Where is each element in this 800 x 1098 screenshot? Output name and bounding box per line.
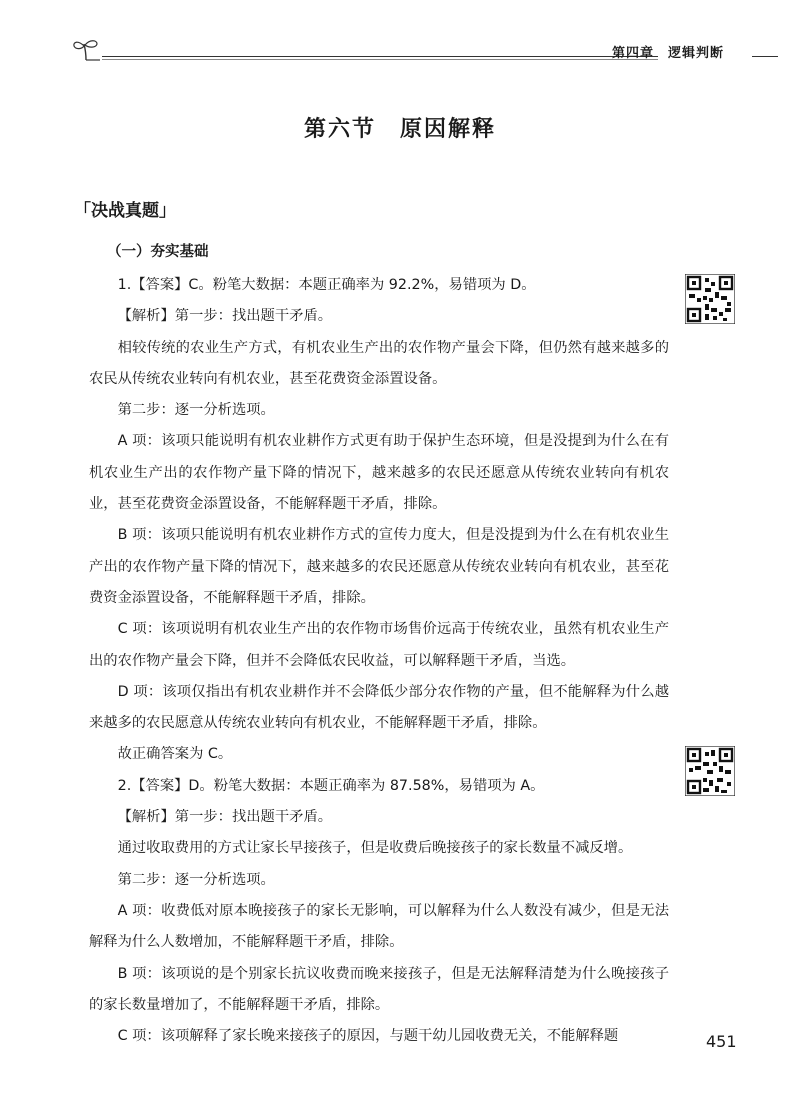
qr-code-icon [685, 746, 735, 796]
header-rule-thin [102, 59, 658, 60]
analysis-2-step-1: 【解析】第一步：找出题干矛盾。 [117, 809, 333, 826]
header-tail-rule [752, 56, 778, 57]
answer-2: 2.【答案】D。粉笔大数据：本题正确率为 87.58%，易错项为 A。 [117, 777, 545, 794]
analysis-2-step-2: 第二步：逐一分析选项。 [117, 871, 275, 888]
running-header [72, 34, 778, 66]
contradiction-2: 通过收取费用的方式让家长早接孩子，但是收费后晚接孩子的家长数量不减反增。 [117, 840, 633, 857]
analysis-1-step-2: 第二步：逐一分析选项。 [117, 402, 275, 419]
subheading: （一）夯实基础 [107, 244, 209, 260]
option-2-c: C 项：该项解释了家长晚来接孩子的原因，与题干幼儿园收费无关，不能解释题 [117, 1028, 619, 1045]
page-number: 451 [706, 1032, 737, 1051]
contradiction-1: 相较传统的农业生产方式，有机农业生产出的农作物产量会下降，但仍然有越来越多的农民从传统农业转向有机农业，甚至花费资金添置设备。 [89, 339, 669, 387]
option-1-b: B 项：该项只能说明有机农业耕作方式的宣传力度大，但是没提到为什么在有机农业生产出的农作物产量下降的情况下，越来越多的农民还愿意从传统农业转向有机农业，甚至花费资金添置设备，不能解释题干矛盾，排除。 [89, 527, 669, 606]
banner-heading: 「决战真题」 [74, 201, 176, 221]
option-2-a: A 项：收费低对原本晚接孩子的家长无影响，可以解释为什么人数没有减少，但是无法解释为什么人数增加，不能解释题干矛盾，排除。 [89, 902, 669, 951]
section-title: 第六节 原因解释 [303, 117, 496, 142]
analysis-1-step-1: 【解析】第一步：找出题干矛盾。 [117, 308, 333, 325]
option-1-a: A 项：该项只能说明有机农业耕作方式更有助于保护生态环境，但是没提到为什么在有机农业生产出的农作物产量下降的情况下，越来越多的农民还愿意从传统农业转向有机农业，甚至花费资金添置设备，不能解释题干矛盾，排除。 [89, 433, 669, 513]
body-text [89, 270, 669, 1052]
sprout-icon [72, 36, 102, 62]
answer-1: 1.【答案】C。粉笔大数据：本题正确率为 92.2%，易错项为 D。 [117, 277, 536, 293]
header-rule [102, 56, 658, 57]
option-2-b: B 项：该项说的是个别家长抗议收费而晚来接孩子，但是无法解释清楚为什么晚接孩子的家长数量增加了，不能解释题干矛盾，排除。 [89, 965, 669, 1013]
conclusion-1: 故正确答案为 C。 [117, 746, 233, 763]
option-1-d: D 项：该项仅指出有机农业耕作并不会降低少部分农作物的产量，但不能解释为什么越来越多的农民愿意从传统农业转向有机农业，不能解释题干矛盾，排除。 [89, 683, 669, 732]
qr-code-icon [685, 274, 735, 324]
option-1-c: C 项：该项说明有机农业生产出的农作物市场售价远高于传统农业，虽然有机农业生产出的农作物产量会下降，但并不会降低农民收益，可以解释题干矛盾，当选。 [89, 621, 669, 669]
chapter-title: 第四章 逻辑判断 [612, 46, 725, 61]
